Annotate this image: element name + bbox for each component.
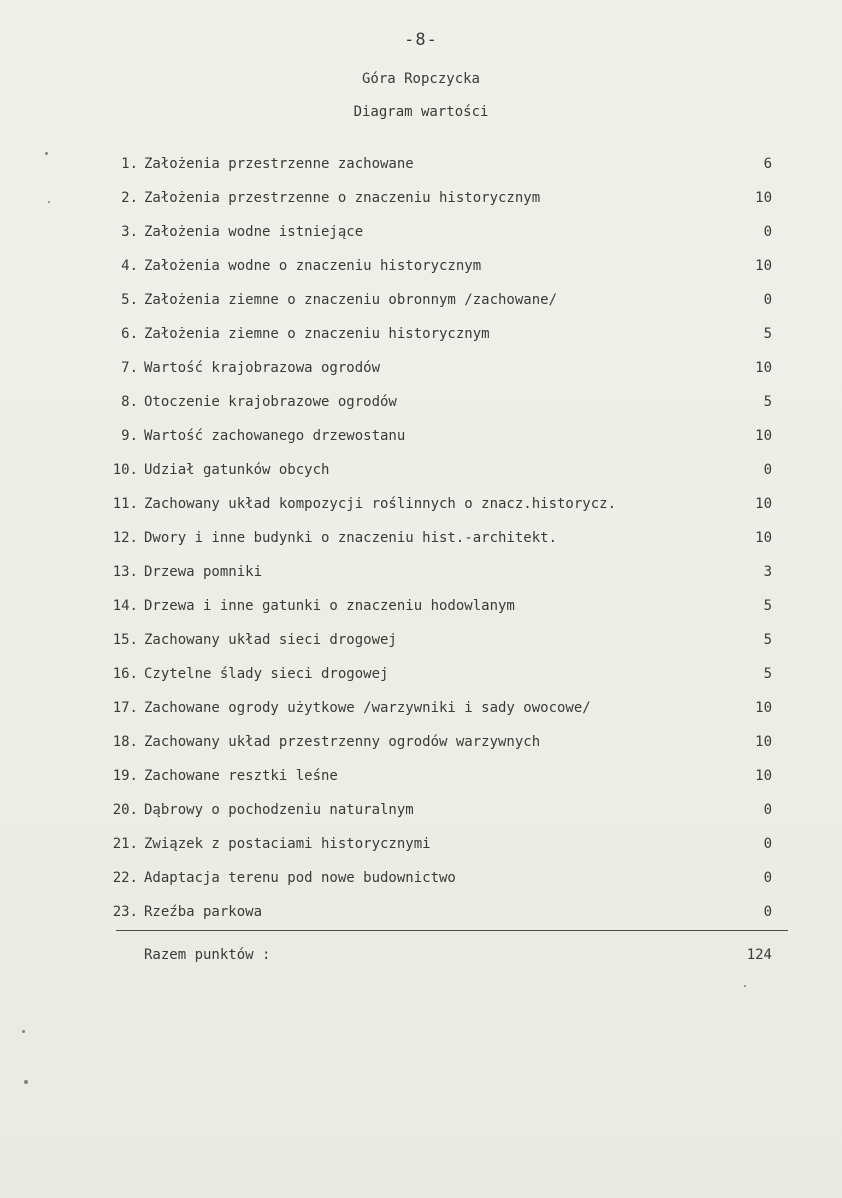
total-row — [100, 943, 790, 967]
list-item — [100, 560, 790, 594]
list-item — [100, 390, 790, 424]
item-value: 10 — [755, 530, 772, 546]
item-label: Czytelne ślady sieci drogowej — [144, 666, 389, 682]
scan-speck — [24, 1080, 28, 1084]
item-label: Udział gatunków obcych — [144, 462, 330, 478]
item-value: 0 — [763, 870, 772, 886]
item-label: Zachowany układ sieci drogowej — [144, 632, 397, 648]
item-number: 13. — [112, 564, 138, 580]
list-item — [100, 220, 790, 254]
item-number: 22. — [112, 870, 138, 886]
item-label: Dwory i inne budynki o znaczeniu hist.-architekt. — [144, 530, 558, 546]
item-value: 10 — [755, 734, 772, 750]
item-number: 6. — [121, 326, 138, 342]
list-item — [100, 832, 790, 866]
list-item — [100, 424, 790, 458]
item-value: 6 — [763, 156, 772, 172]
list-item — [100, 288, 790, 322]
item-number: 16. — [112, 666, 138, 682]
item-value: 5 — [763, 666, 772, 682]
item-number: 12. — [112, 530, 138, 546]
total-label: Razem punktów : — [144, 947, 271, 963]
item-number: 19. — [112, 768, 138, 784]
item-label: Wartość krajobrazowa ogrodów — [144, 360, 381, 376]
page-number: -8- — [404, 30, 438, 50]
item-number: 20. — [112, 802, 138, 818]
item-value: 5 — [763, 394, 772, 410]
list-item — [100, 152, 790, 186]
list-item — [100, 696, 790, 730]
item-value: 0 — [763, 904, 772, 920]
list-item — [100, 458, 790, 492]
item-number: 21. — [112, 836, 138, 852]
item-label: Zachowane resztki leśne — [144, 768, 338, 784]
item-number: 15. — [112, 632, 138, 648]
item-number: 2. — [121, 190, 138, 206]
item-label: Zachowany układ kompozycji roślinnych o znacz.historycz. — [144, 496, 617, 512]
item-number: 7. — [121, 360, 138, 376]
list-item — [100, 492, 790, 526]
list-item — [100, 798, 790, 832]
item-value: 10 — [755, 258, 772, 274]
item-label: Założenia ziemne o znaczeniu obronnym /zachowane/ — [144, 292, 558, 308]
item-label: Założenia wodne o znaczeniu historycznym — [144, 258, 482, 274]
list-item — [100, 526, 790, 560]
item-label: Dąbrowy o pochodzeniu naturalnym — [144, 802, 414, 818]
list-item — [100, 186, 790, 220]
item-number: 3. — [121, 224, 138, 240]
item-label: Zachowany układ przestrzenny ogrodów warzywnych — [144, 734, 541, 750]
item-number: 5. — [121, 292, 138, 308]
scan-speck — [45, 152, 48, 155]
list-item — [100, 356, 790, 390]
list-item — [100, 764, 790, 798]
item-label: Założenia ziemne o znaczeniu historycznym — [144, 326, 490, 342]
item-number: 17. — [112, 700, 138, 716]
scan-speck — [48, 201, 50, 203]
list-item — [100, 322, 790, 356]
item-value: 5 — [763, 598, 772, 614]
item-value: 10 — [755, 190, 772, 206]
list-item — [100, 866, 790, 900]
list-item — [100, 900, 790, 934]
list-item — [100, 662, 790, 696]
item-value: 0 — [763, 462, 772, 478]
total-divider — [116, 930, 788, 931]
item-value: 5 — [763, 632, 772, 648]
list-item — [100, 628, 790, 662]
item-value: 10 — [755, 700, 772, 716]
item-value: 10 — [755, 768, 772, 784]
item-label: Założenia przestrzenne zachowane — [144, 156, 414, 172]
value-list — [100, 152, 790, 934]
item-value: 3 — [763, 564, 772, 580]
list-item — [100, 730, 790, 764]
item-value: 10 — [755, 496, 772, 512]
item-label: Drzewa pomniki — [144, 564, 263, 580]
list-item — [100, 254, 790, 288]
item-label: Założenia wodne istniejące — [144, 224, 364, 240]
item-label: Rzeźba parkowa — [144, 904, 263, 920]
item-label: Drzewa i inne gatunki o znaczeniu hodowlanym — [144, 598, 515, 614]
item-number: 4. — [121, 258, 138, 274]
document-title: Góra Ropczycka — [361, 71, 480, 87]
item-value: 5 — [763, 326, 772, 342]
item-value: 10 — [755, 428, 772, 444]
item-value: 10 — [755, 360, 772, 376]
item-number: 1. — [121, 156, 138, 172]
list-item — [100, 594, 790, 628]
document-subtitle: Diagram wartości — [353, 104, 489, 120]
item-label: Wartość zachowanego drzewostanu — [144, 428, 406, 444]
item-number: 14. — [112, 598, 138, 614]
item-label: Założenia przestrzenne o znaczeniu historycznym — [144, 190, 541, 206]
item-label: Zachowane ogrody użytkowe /warzywniki i sady owocowe/ — [144, 700, 591, 716]
item-number: 18. — [112, 734, 138, 750]
item-number: 8. — [121, 394, 138, 410]
item-number: 9. — [121, 428, 138, 444]
item-value: 0 — [763, 224, 772, 240]
item-label: Adaptacja terenu pod nowe budownictwo — [144, 870, 456, 886]
item-value: 0 — [763, 292, 772, 308]
item-label: Związek z postaciami historycznymi — [144, 836, 431, 852]
scan-speck — [744, 985, 746, 987]
item-number: 10. — [112, 462, 138, 478]
item-number: 23. — [112, 904, 138, 920]
item-label: Otoczenie krajobrazowe ogrodów — [144, 394, 397, 410]
scan-speck — [22, 1030, 25, 1033]
total-value: 124 — [746, 947, 772, 963]
item-number: 11. — [112, 496, 138, 512]
item-value: 0 — [763, 802, 772, 818]
item-value: 0 — [763, 836, 772, 852]
